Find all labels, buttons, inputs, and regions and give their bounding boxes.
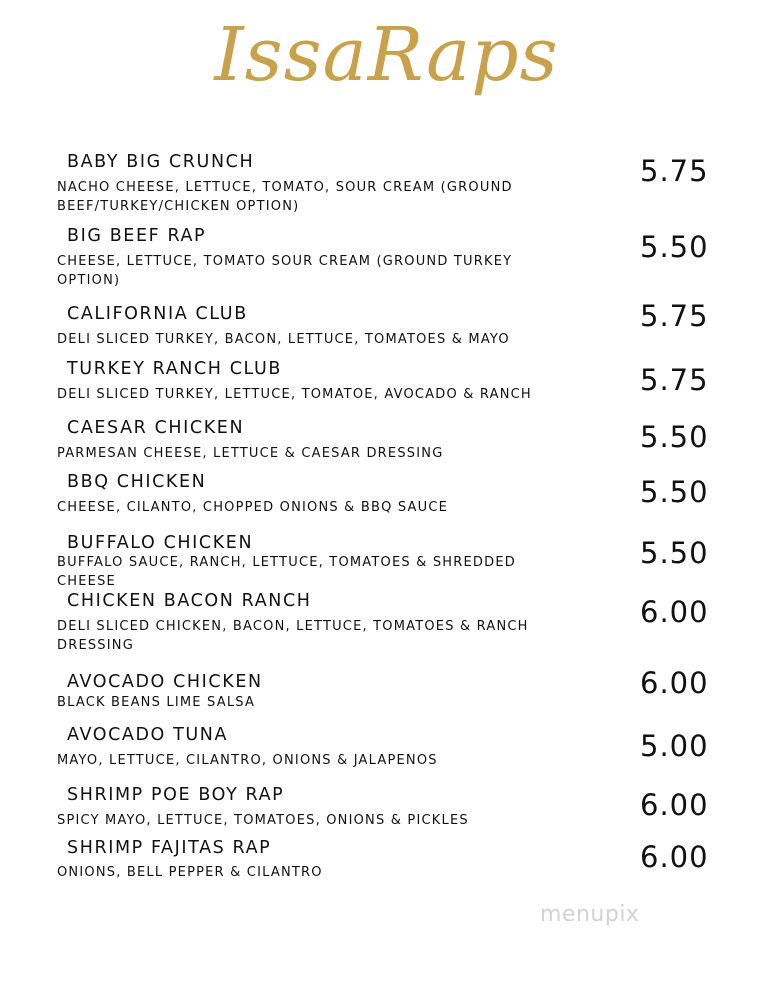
item-price: 6.00 bbox=[640, 840, 709, 874]
item-description: DELI SLICED TURKEY, BACON, LETTUCE, TOMATOES & MAYO bbox=[57, 332, 510, 347]
item-description: BUFFALO SAUCE, RANCH, LETTUCE, TOMATOES & SHREDDED CHEESE bbox=[57, 555, 516, 589]
item-name: AVOCADO CHICKEN bbox=[67, 672, 263, 692]
item-description: DELI SLICED CHICKEN, BACON, LETTUCE, TOMATOES & RANCH DRESSING bbox=[57, 619, 529, 653]
item-name: BBQ CHICKEN bbox=[67, 472, 207, 492]
item-description: PARMESAN CHEESE, LETTUCE & CAESAR DRESSING bbox=[57, 446, 444, 461]
item-name: TURKEY RANCH CLUB bbox=[67, 359, 283, 379]
item-price: 5.00 bbox=[640, 729, 709, 763]
item-name: CAESAR CHICKEN bbox=[67, 418, 245, 438]
item-price: 6.00 bbox=[640, 595, 709, 629]
item-name: CHICKEN BACON RANCH bbox=[67, 591, 312, 611]
item-description: MAYO, LETTUCE, CILANTRO, ONIONS & JALAPENOS bbox=[57, 753, 438, 768]
item-description: DELI SLICED TURKEY, LETTUCE, TOMATOE, AVOCADO & RANCH bbox=[57, 387, 532, 402]
item-description: NACHO CHEESE, LETTUCE, TOMATO, SOUR CREAM (GROUND BEEF/TURKEY/CHICKEN OPTION) bbox=[57, 180, 513, 214]
item-price: 5.50 bbox=[640, 230, 709, 264]
item-description: CHEESE, LETTUCE, TOMATO SOUR CREAM (GROUND TURKEY OPTION) bbox=[57, 254, 513, 288]
item-price: 6.00 bbox=[640, 666, 709, 700]
watermark: menupix bbox=[540, 902, 640, 927]
item-price: 5.75 bbox=[640, 299, 709, 333]
item-description: SPICY MAYO, LETTUCE, TOMATOES, ONIONS & PICKLES bbox=[57, 813, 469, 828]
item-name: BABY BIG CRUNCH bbox=[67, 152, 255, 172]
item-price: 6.00 bbox=[640, 788, 709, 822]
item-price: 5.50 bbox=[640, 475, 709, 509]
item-name: BIG BEEF RAP bbox=[67, 226, 207, 246]
item-description: BLACK BEANS LIME SALSA bbox=[57, 695, 256, 710]
item-price: 5.75 bbox=[640, 363, 709, 397]
item-name: SHRIMP FAJITAS RAP bbox=[67, 838, 272, 858]
item-price: 5.50 bbox=[640, 536, 709, 570]
brand-logo: IssaRaps bbox=[214, 12, 559, 98]
item-name: BUFFALO CHICKEN bbox=[67, 533, 254, 553]
item-name: SHRIMP POE BOY RAP bbox=[67, 785, 285, 805]
item-description: ONIONS, BELL PEPPER & CILANTRO bbox=[57, 865, 323, 880]
item-price: 5.50 bbox=[640, 420, 709, 454]
item-description: CHEESE, CILANTO, CHOPPED ONIONS & BBQ SAUCE bbox=[57, 500, 449, 515]
item-price: 5.75 bbox=[640, 154, 709, 188]
item-name: CALIFORNIA CLUB bbox=[67, 304, 248, 324]
item-name: AVOCADO TUNA bbox=[67, 725, 229, 745]
